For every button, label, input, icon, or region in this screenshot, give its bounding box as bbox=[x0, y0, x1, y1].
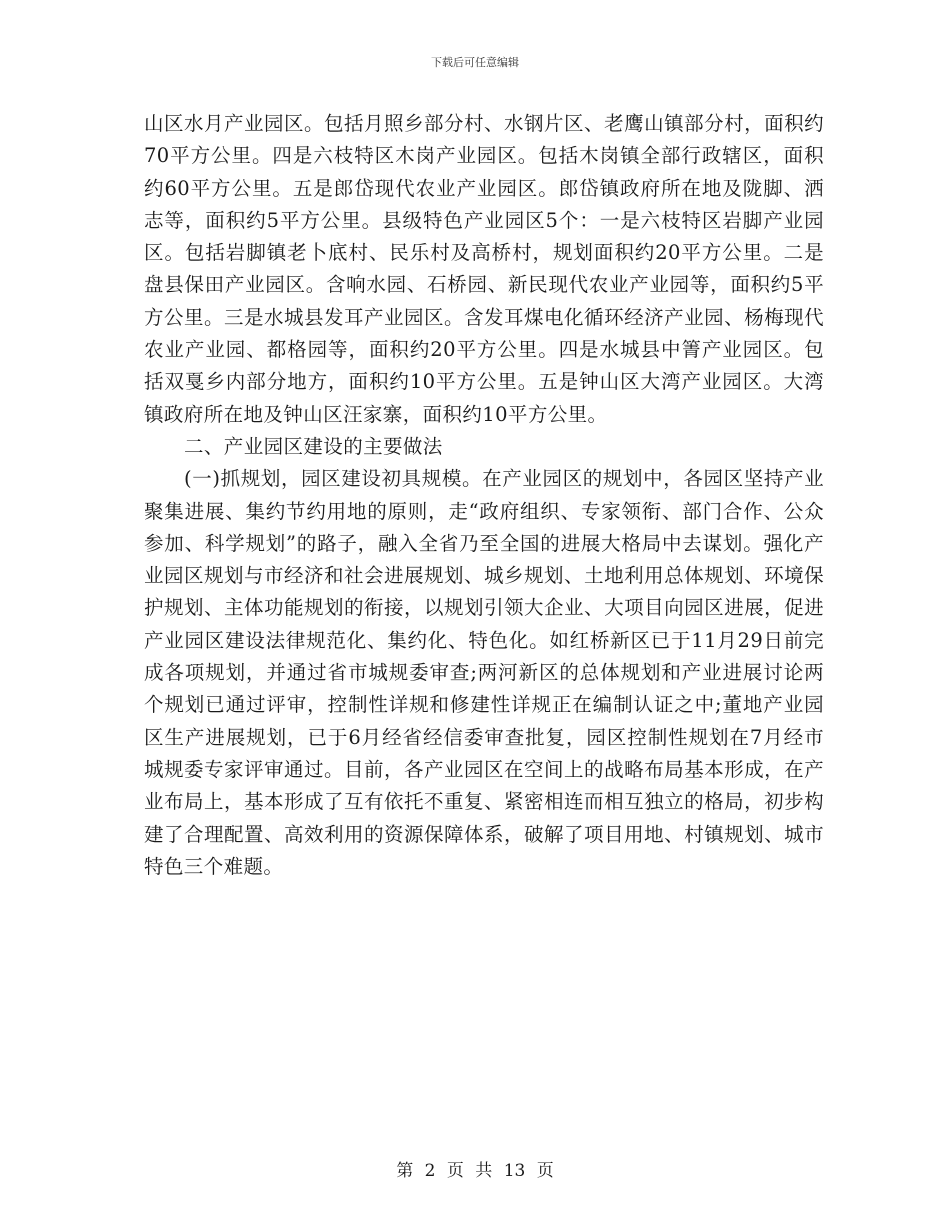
document-body bbox=[144, 108, 824, 883]
body-paragraph-1: 山区水月产业园区。包括月照乡部分村、水钢片区、老鹰山镇部分村，面积约70平方公里。四是六枝特区木岗产业园区。包括木岗镇全部行政辖区，面积约60平方公里。五是郎岱现代农业产业园区。郎岱镇政府所在地及陇脚、洒志等，面积约5平方公里。县级特色产业园区5个：一是六枝特区岩脚产业园区。包括岩脚镇老卜底村、民乐村及高桥村，规划面积约20平方公里。二是盘县保田产业园区。含响水园、石桥园、新民现代农业产业园等，面积约5平方公里。三是水城县发耳产业园区。含发耳煤电化循环经济产业园、杨梅现代农业产业园、都格园等，面积约20平方公里。四是水城县中箐产业园区。包括双戛乡内部分地方，面积约10平方公里。五是钟山区大湾产业园区。大湾镇政府所在地及钟山区汪家寨，面积约10平方公里。 bbox=[144, 112, 824, 426]
page-footer bbox=[0, 1156, 950, 1181]
footer-total-pages: 13 bbox=[503, 1161, 526, 1181]
footer-label-unit-2: 页 bbox=[536, 1161, 554, 1181]
footer-label-unit: 页 bbox=[446, 1161, 464, 1181]
body-paragraph-2: (一)抓规划，园区建设初具规模。在产业园区的规划中，各园区坚持产业聚集进展、集约节约用地的原则，走“政府组织、专家领衔、部门合作、公众参加、科学规划”的路子，融入全省乃至全国的进展大格局中去谋划。强化产业园区规划与市经济和社会进展规划、城乡规划、土地利用总体规划、环境保护规划、主体功能规划的衔接，以规划引领大企业、大项目向园区进展，促进产业园区建设法律规范化、集约化、特色化。如红桥新区已于11月29日前完成各项规划，并通过省市城规委审查;两河新区的总体规划和产业进展讨论两个规划已通过评审，控制性详规和修建性详规正在编制认证之中;董地产业园区生产进展规划，已于6月经省经信委审查批复，园区控制性规划在7月经市城规委专家评审通过。目前，各产业园区在空间上的战略布局基本形成，在产业布局上，基本形成了互有依托不重复、紧密相连而相互独立的格局，初步构建了合理配置、高效利用的资源保障体系，破解了项目用地、村镇规划、城市特色三个难题。 bbox=[144, 467, 824, 878]
footer-label-total: 共 bbox=[475, 1161, 493, 1181]
footer-label-page: 第 bbox=[396, 1161, 414, 1181]
page-header-note: 下载后可任意编辑 bbox=[431, 56, 519, 69]
footer-current-page: 2 bbox=[424, 1161, 436, 1181]
section-heading: 二、产业园区建设的主要做法 bbox=[184, 434, 443, 458]
